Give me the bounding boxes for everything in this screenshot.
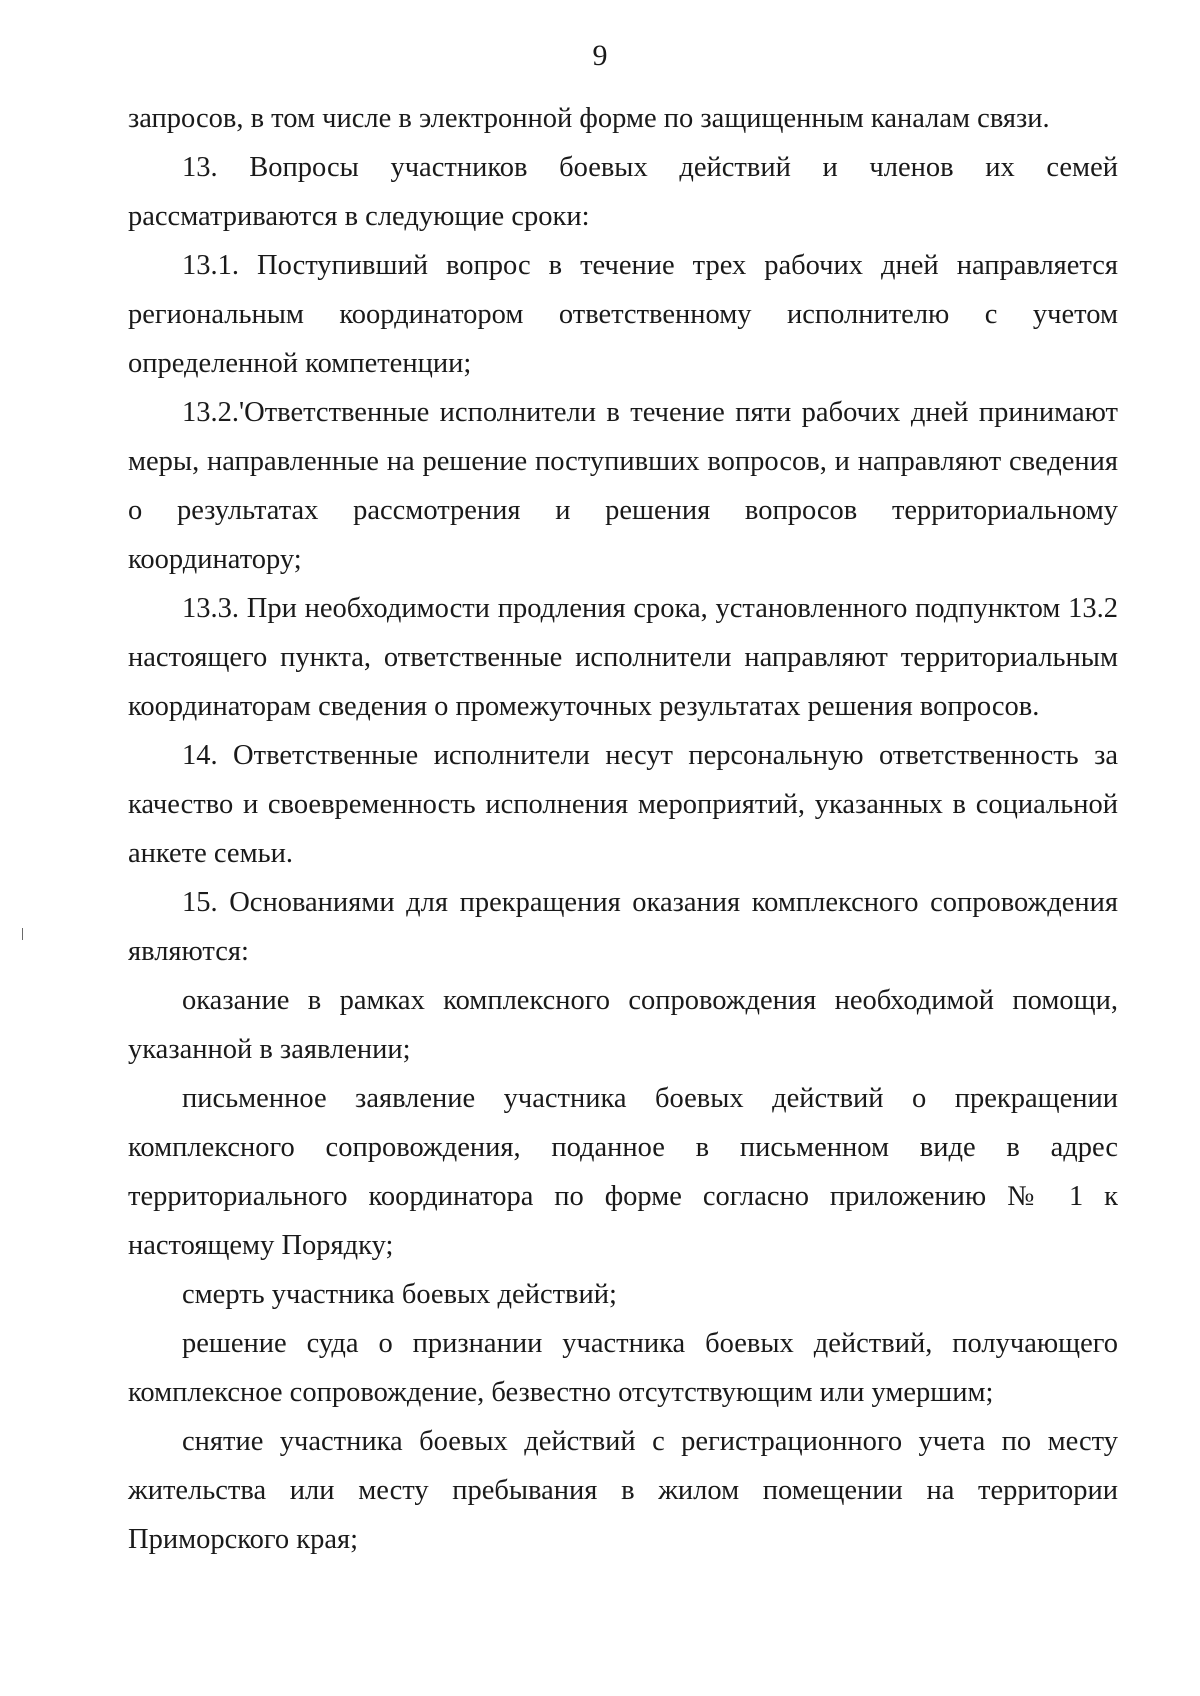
list-item-court-decision: решение суда о признании участника боевых действий, получающего комплексное сопровождение, безвестно отсутствующим или умершим;: [128, 1328, 1118, 1408]
list-item-death: смерть участника боевых действий;: [182, 1279, 617, 1310]
paragraph-item-13-2: 13.2.'Ответственные исполнители в течение пяти рабочих дней принимают меры, направленные на решение поступивших вопросов, и направляют сведения о результатах рассмотрения и решения вопросов территориальному координатору;: [128, 397, 1118, 575]
list-item-deregistration: снятие участника боевых действий с регистрационного учета по месту жительства или месту пребывания в жилом помещении на территории Приморского края;: [128, 1426, 1118, 1555]
list-item-assistance-provided: оказание в рамках комплексного сопровождения необходимой помощи, указанной в заявлении;: [128, 985, 1118, 1065]
paragraph-item-15: 15. Основаниями для прекращения оказания комплексного сопровождения являются:: [128, 887, 1118, 967]
paragraph-item-14: 14. Ответственные исполнители несут персональную ответственность за качество и своевременность исполнения мероприятий, указанных в социальной анкете семьи.: [128, 740, 1118, 869]
document-body: [128, 94, 1118, 1564]
paragraph-item-13-3: 13.3. При необходимости продления срока, установленного подпунктом 13.2 настоящего пункта, ответственные исполнители направляют территориальным координаторам сведения о промежуточных результатах решения вопросов.: [128, 593, 1118, 722]
paragraph-item-13: 13. Вопросы участников боевых действий и членов их семей рассматриваются в следующие сроки:: [128, 152, 1118, 232]
list-item-written-application: письменное заявление участника боевых действий о прекращении комплексного сопровождения, поданное в письменном виде в адрес территориального координатора по форме согласно приложению № 1 к настоящему Порядку;: [128, 1083, 1118, 1261]
scan-artifact: [22, 928, 23, 940]
paragraph-continuation: запросов, в том числе в электронной форме по защищенным каналам связи.: [128, 103, 1050, 134]
paragraph-item-13-1: 13.1. Поступивший вопрос в течение трех рабочих дней направляется региональным координатором ответственному исполнителю с учетом определенной компетенции;: [128, 250, 1118, 379]
page-number: 9: [592, 39, 608, 72]
